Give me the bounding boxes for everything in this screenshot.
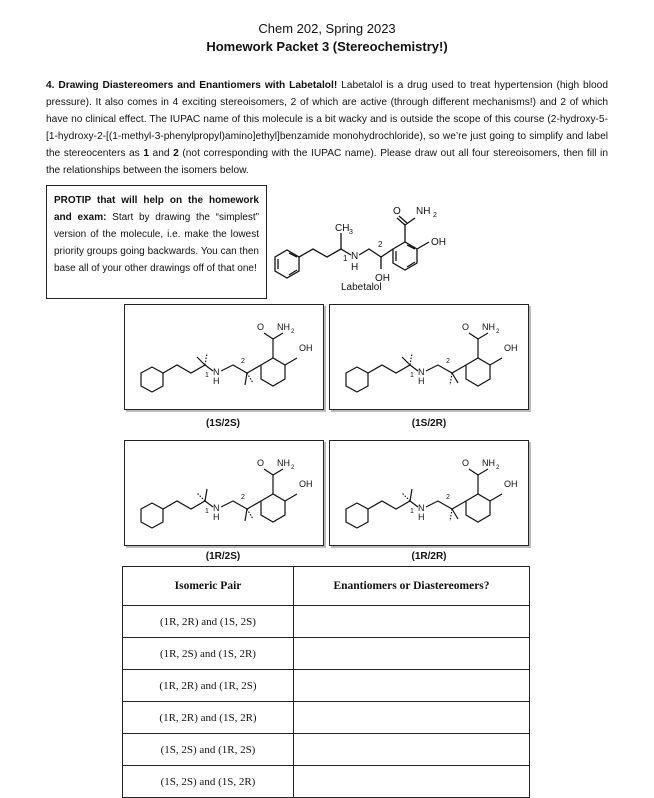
answer-cell[interactable] <box>294 702 530 734</box>
pair-cell: (1R, 2R) and (1S, 2S) <box>123 606 294 638</box>
svg-text:NH: NH <box>277 322 290 332</box>
isomer-label-1s2r: (1S/2R) <box>411 418 447 429</box>
labetalol-structure <box>265 185 485 295</box>
svg-text:1: 1 <box>205 508 209 515</box>
svg-text:2: 2 <box>241 358 245 365</box>
table-row <box>123 670 530 702</box>
table-header-row <box>123 567 530 606</box>
isomer-relationship-table <box>122 566 530 798</box>
pair-cell: (1R, 2S) and (1S, 2R) <box>123 638 294 670</box>
svg-text:1: 1 <box>205 372 209 379</box>
isomer-structure-1r2s <box>125 441 323 545</box>
svg-text:N: N <box>213 367 220 377</box>
question-body: Labetalol is a drug used to treat hypertension (high blood pressure). It also comes in 4 exciting stereoisomers, 2 of which are active (through different mechanisms!) and 2 of which have no clinical effect. The IUPAC name of this molecule is a bit wacky and is outside the scope of this course (2-hydroxy-5-[1-hydroxy-2-[(1-methyl-3-phenylpropyl)amino]ethyl]benzamide monohydrochloride), so we’re just going to simplify and label the stereocenters as <box>46 80 608 159</box>
isomer-label-1s2s: (1S/2S) <box>206 418 240 429</box>
answer-cell[interactable] <box>294 734 530 766</box>
amine-n-label: N <box>351 251 359 262</box>
pair-cell: (1R, 2R) and (1R, 2S) <box>123 670 294 702</box>
locant-2-label: 2 <box>378 240 383 249</box>
stereocenter-2-ref: 2 <box>173 148 179 159</box>
isomer-box-1r2r <box>329 440 529 546</box>
svg-text:2: 2 <box>446 358 450 365</box>
question-title: 4. Drawing Diastereomers and Enantiomers with Labetalol! <box>46 80 338 91</box>
svg-text:2: 2 <box>446 494 450 501</box>
phenol-oh-label: OH <box>431 237 446 248</box>
svg-text:OH: OH <box>299 343 313 353</box>
methyl-subscript: 3 <box>349 229 353 236</box>
course-title: Chem 202, Spring 2023 <box>258 21 396 36</box>
svg-text:OH: OH <box>504 479 518 489</box>
protip-box <box>46 185 267 299</box>
protip-heading: PROTIP that will help on the homework and exam: <box>54 195 259 223</box>
column-header-pair: Isomeric Pair <box>123 567 294 606</box>
methyl-label: CH <box>335 223 350 234</box>
svg-text:N: N <box>418 367 425 377</box>
svg-text:N: N <box>418 503 425 513</box>
table-row <box>123 702 530 734</box>
answer-cell[interactable] <box>294 638 530 670</box>
svg-text:OH: OH <box>299 479 313 489</box>
amine-h-label: H <box>351 262 359 273</box>
stereocenter-1-ref: 1 <box>143 148 149 159</box>
svg-text:NH: NH <box>482 322 495 332</box>
answer-cell[interactable] <box>294 606 530 638</box>
packet-title: Homework Packet 3 (Stereochemistry!) <box>206 39 448 54</box>
document-header <box>0 20 654 56</box>
svg-text:2: 2 <box>291 465 295 471</box>
pair-cell: (1R, 2R) and (1S, 2R) <box>123 702 294 734</box>
pair-cell: (1S, 2S) and (1R, 2S) <box>123 734 294 766</box>
hydroxyl-label: OH <box>375 273 390 284</box>
amide-nh2-label: NH <box>416 206 431 217</box>
svg-text:1: 1 <box>410 372 414 379</box>
svg-text:N: N <box>213 503 220 513</box>
isomer-box-1r2s <box>124 440 324 546</box>
isomer-structure-1s2s <box>125 305 323 409</box>
isomer-box-1s2r <box>329 304 529 410</box>
svg-text:O: O <box>462 322 470 332</box>
svg-text:2: 2 <box>496 329 500 335</box>
svg-text:2: 2 <box>241 494 245 501</box>
table-row <box>123 606 530 638</box>
amide-nh2-subscript: 2 <box>433 212 437 219</box>
isomer-structure-1r2r <box>330 441 528 545</box>
svg-text:NH: NH <box>277 458 290 468</box>
alkyl-chain <box>299 249 341 257</box>
svg-text:O: O <box>462 458 470 468</box>
isomer-box-1s2s <box>124 304 324 410</box>
svg-text:OH: OH <box>504 343 518 353</box>
svg-text:H: H <box>418 376 425 386</box>
amide-oxygen-label: O <box>393 206 401 217</box>
molecule-name: Labetalol <box>341 282 382 293</box>
question-text <box>46 77 608 179</box>
svg-text:2: 2 <box>496 465 500 471</box>
table-row <box>123 734 530 766</box>
question-tail: (not corresponding with the IUPAC name). Please draw out all four stereoisomers, then fill in the relationships between the isomers below. <box>46 148 608 176</box>
svg-text:O: O <box>257 322 265 332</box>
protip-text: Start by drawing the “simplest” version of the molecule, i.e. make the lowest priority groups going backwards. You can then base all of your other drawings off of that one! <box>54 212 260 274</box>
svg-text:H: H <box>213 512 220 522</box>
svg-text:1: 1 <box>410 508 414 515</box>
answer-cell[interactable] <box>294 670 530 702</box>
svg-text:NH: NH <box>482 458 495 468</box>
svg-text:2: 2 <box>291 329 295 335</box>
svg-text:O: O <box>257 458 265 468</box>
question-and: and <box>149 148 174 159</box>
pair-cell: (1S, 2S) and (1S, 2R) <box>123 766 294 798</box>
isomer-label-1r2r: (1R/2R) <box>411 551 447 562</box>
svg-text:H: H <box>213 376 220 386</box>
isomer-structure-1s2r <box>330 305 528 409</box>
locant-1-label: 1 <box>343 254 348 263</box>
svg-text:H: H <box>418 512 425 522</box>
isomer-label-1r2s: (1R/2S) <box>205 551 241 562</box>
column-header-relationship: Enantiomers or Diastereomers? <box>294 567 530 606</box>
table-row <box>123 638 530 670</box>
